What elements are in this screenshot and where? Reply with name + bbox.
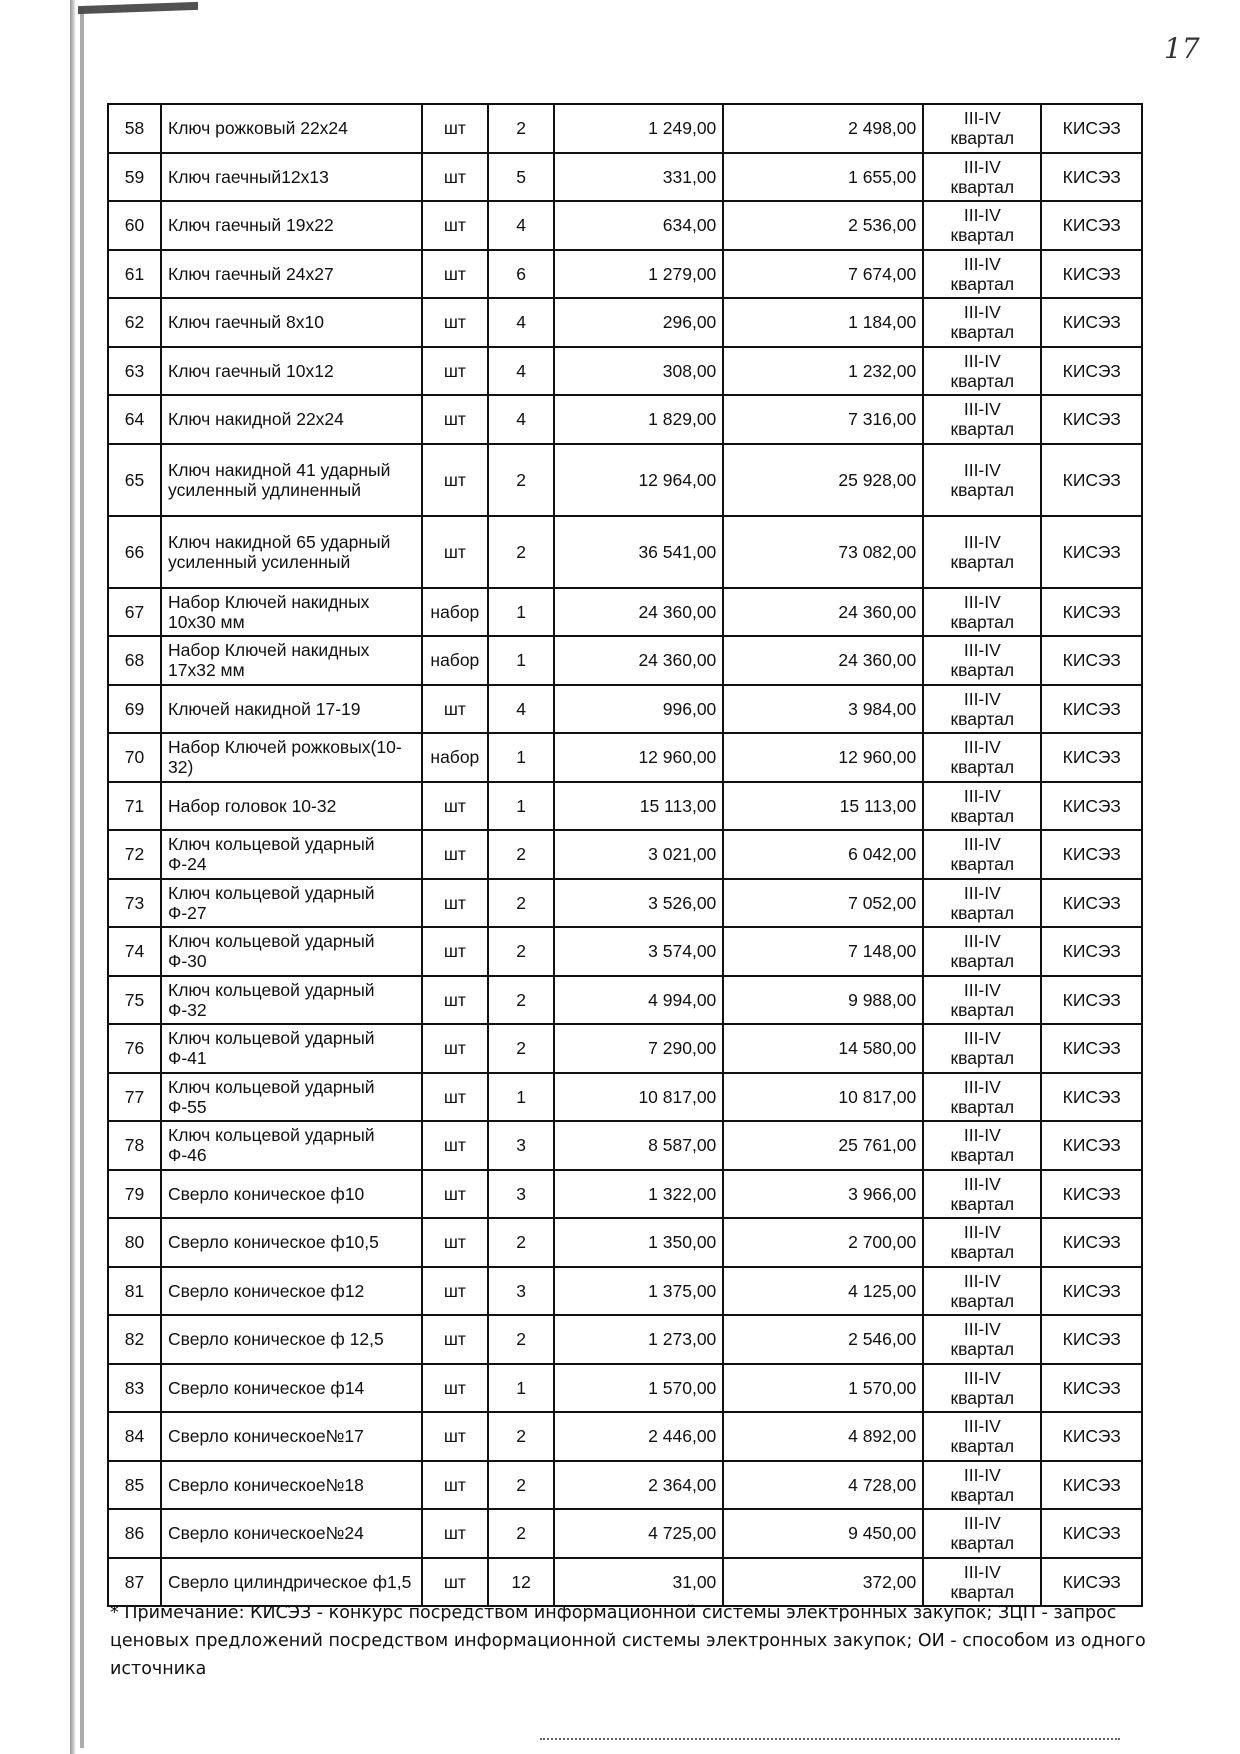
- cell-price: 24 360,00: [554, 636, 723, 685]
- cell-price: 36 541,00: [554, 516, 723, 588]
- cell-unit: шт: [422, 153, 488, 202]
- cell-method: КИСЭЗ: [1041, 927, 1142, 976]
- table-row: [108, 733, 1142, 782]
- cell-unit: набор: [422, 588, 488, 637]
- cell-total: 4 125,00: [723, 1267, 923, 1316]
- cell-period: III-IV квартал: [923, 201, 1041, 250]
- cell-unit: шт: [422, 1218, 488, 1267]
- cell-unit: шт: [422, 1170, 488, 1219]
- cell-num: 78: [108, 1121, 161, 1170]
- cell-num: 63: [108, 347, 161, 396]
- cell-total: 24 360,00: [723, 588, 923, 637]
- cell-total: 9 450,00: [723, 1509, 923, 1558]
- cell-qty: 4: [488, 395, 554, 444]
- cell-qty: 2: [488, 1024, 554, 1073]
- cell-unit: шт: [422, 201, 488, 250]
- cell-total: 7 316,00: [723, 395, 923, 444]
- cell-qty: 2: [488, 1315, 554, 1364]
- table-row: [108, 516, 1142, 588]
- cell-price: 1 375,00: [554, 1267, 723, 1316]
- cell-price: 8 587,00: [554, 1121, 723, 1170]
- cell-unit: шт: [422, 1509, 488, 1558]
- cell-method: КИСЭЗ: [1041, 1558, 1142, 1607]
- cell-name: Ключ кольцевой ударный Ф-27: [161, 879, 422, 928]
- cell-num: 62: [108, 298, 161, 347]
- cell-price: 1 570,00: [554, 1364, 723, 1413]
- table-row: [108, 250, 1142, 299]
- cell-method: КИСЭЗ: [1041, 1315, 1142, 1364]
- cell-price: 634,00: [554, 201, 723, 250]
- cell-qty: 2: [488, 1461, 554, 1510]
- footer-dotted-line: [540, 1738, 1120, 1742]
- cell-total: 1 655,00: [723, 153, 923, 202]
- cell-price: 2 364,00: [554, 1461, 723, 1510]
- cell-unit: шт: [422, 1461, 488, 1510]
- procurement-table: [107, 103, 1143, 1607]
- cell-name: Ключ кольцевой ударный Ф-46: [161, 1121, 422, 1170]
- cell-total: 4 728,00: [723, 1461, 923, 1510]
- cell-num: 68: [108, 636, 161, 685]
- cell-total: 4 892,00: [723, 1412, 923, 1461]
- cell-name: Сверло коническое№17: [161, 1412, 422, 1461]
- cell-unit: шт: [422, 1073, 488, 1122]
- cell-unit: набор: [422, 636, 488, 685]
- cell-price: 996,00: [554, 685, 723, 734]
- cell-name: Набор Ключей накидных 10х30 мм: [161, 588, 422, 637]
- cell-period: III-IV квартал: [923, 636, 1041, 685]
- cell-num: 81: [108, 1267, 161, 1316]
- cell-name: Сверло коническое ф10,5: [161, 1218, 422, 1267]
- cell-price: 1 350,00: [554, 1218, 723, 1267]
- table-row: [108, 1509, 1142, 1558]
- cell-unit: шт: [422, 1558, 488, 1607]
- cell-period: III-IV квартал: [923, 444, 1041, 516]
- cell-unit: шт: [422, 347, 488, 396]
- cell-price: 10 817,00: [554, 1073, 723, 1122]
- cell-unit: шт: [422, 104, 488, 153]
- cell-period: III-IV квартал: [923, 1509, 1041, 1558]
- cell-name: Ключей накидной 17-19: [161, 685, 422, 734]
- cell-method: КИСЭЗ: [1041, 782, 1142, 831]
- cell-price: 1 249,00: [554, 104, 723, 153]
- cell-price: 331,00: [554, 153, 723, 202]
- cell-total: 7 148,00: [723, 927, 923, 976]
- table-row: [108, 830, 1142, 879]
- cell-num: 72: [108, 830, 161, 879]
- cell-qty: 4: [488, 201, 554, 250]
- cell-qty: 2: [488, 1218, 554, 1267]
- cell-name: Ключ гаечный 8х10: [161, 298, 422, 347]
- cell-price: 3 526,00: [554, 879, 723, 928]
- cell-qty: 2: [488, 879, 554, 928]
- table-row: [108, 1267, 1142, 1316]
- cell-method: КИСЭЗ: [1041, 733, 1142, 782]
- cell-period: III-IV квартал: [923, 782, 1041, 831]
- cell-method: КИСЭЗ: [1041, 879, 1142, 928]
- cell-name: Ключ кольцевой ударный Ф-32: [161, 976, 422, 1025]
- cell-total: 3 966,00: [723, 1170, 923, 1219]
- table-row: [108, 1170, 1142, 1219]
- cell-qty: 3: [488, 1267, 554, 1316]
- cell-num: 64: [108, 395, 161, 444]
- table-row: [108, 1364, 1142, 1413]
- cell-period: III-IV квартал: [923, 1315, 1041, 1364]
- cell-period: III-IV квартал: [923, 1073, 1041, 1122]
- cell-period: III-IV квартал: [923, 976, 1041, 1025]
- cell-total: 2 498,00: [723, 104, 923, 153]
- cell-num: 76: [108, 1024, 161, 1073]
- cell-unit: шт: [422, 1267, 488, 1316]
- table-row: [108, 347, 1142, 396]
- cell-name: Набор Ключей накидных 17х32 мм: [161, 636, 422, 685]
- cell-unit: шт: [422, 250, 488, 299]
- cell-num: 71: [108, 782, 161, 831]
- cell-name: Ключ рожковый 22х24: [161, 104, 422, 153]
- table-row: [108, 1412, 1142, 1461]
- cell-total: 7 052,00: [723, 879, 923, 928]
- cell-num: 77: [108, 1073, 161, 1122]
- cell-name: Сверло коническое ф10: [161, 1170, 422, 1219]
- cell-qty: 12: [488, 1558, 554, 1607]
- table-row: [108, 879, 1142, 928]
- table-row: [108, 685, 1142, 734]
- cell-method: КИСЭЗ: [1041, 1218, 1142, 1267]
- cell-method: КИСЭЗ: [1041, 1267, 1142, 1316]
- cell-num: 85: [108, 1461, 161, 1510]
- cell-total: 7 674,00: [723, 250, 923, 299]
- cell-period: III-IV квартал: [923, 1024, 1041, 1073]
- cell-method: КИСЭЗ: [1041, 685, 1142, 734]
- cell-method: КИСЭЗ: [1041, 830, 1142, 879]
- cell-unit: шт: [422, 782, 488, 831]
- cell-num: 70: [108, 733, 161, 782]
- cell-unit: шт: [422, 1024, 488, 1073]
- table-row: [108, 1315, 1142, 1364]
- cell-price: 31,00: [554, 1558, 723, 1607]
- cell-price: 3 021,00: [554, 830, 723, 879]
- cell-total: 10 817,00: [723, 1073, 923, 1122]
- cell-num: 67: [108, 588, 161, 637]
- cell-total: 14 580,00: [723, 1024, 923, 1073]
- cell-name: Ключ накидной 41 ударный усиленный удлиненный: [161, 444, 422, 516]
- cell-total: 2 700,00: [723, 1218, 923, 1267]
- cell-method: КИСЭЗ: [1041, 1412, 1142, 1461]
- cell-num: 87: [108, 1558, 161, 1607]
- table-row: [108, 1121, 1142, 1170]
- cell-method: КИСЭЗ: [1041, 1170, 1142, 1219]
- cell-method: КИСЭЗ: [1041, 1509, 1142, 1558]
- cell-qty: 2: [488, 104, 554, 153]
- cell-method: КИСЭЗ: [1041, 976, 1142, 1025]
- cell-period: III-IV квартал: [923, 1121, 1041, 1170]
- cell-qty: 2: [488, 830, 554, 879]
- cell-total: 2 536,00: [723, 201, 923, 250]
- cell-method: КИСЭЗ: [1041, 588, 1142, 637]
- cell-num: 75: [108, 976, 161, 1025]
- cell-period: III-IV квартал: [923, 1461, 1041, 1510]
- cell-name: Набор Ключей рожковых(10-32): [161, 733, 422, 782]
- cell-method: КИСЭЗ: [1041, 201, 1142, 250]
- cell-price: 12 960,00: [554, 733, 723, 782]
- cell-total: 12 960,00: [723, 733, 923, 782]
- cell-total: 1 232,00: [723, 347, 923, 396]
- cell-total: 9 988,00: [723, 976, 923, 1025]
- cell-period: III-IV квартал: [923, 1267, 1041, 1316]
- page-number: 17: [1164, 32, 1200, 65]
- cell-unit: шт: [422, 685, 488, 734]
- cell-period: III-IV квартал: [923, 153, 1041, 202]
- cell-price: 3 574,00: [554, 927, 723, 976]
- cell-name: Сверло коническое ф14: [161, 1364, 422, 1413]
- cell-unit: шт: [422, 1121, 488, 1170]
- table-row: [108, 588, 1142, 637]
- cell-price: 7 290,00: [554, 1024, 723, 1073]
- cell-method: КИСЭЗ: [1041, 298, 1142, 347]
- cell-qty: 2: [488, 516, 554, 588]
- cell-qty: 1: [488, 636, 554, 685]
- cell-unit: шт: [422, 298, 488, 347]
- cell-num: 82: [108, 1315, 161, 1364]
- scan-binding-line: [80, 8, 84, 1748]
- cell-method: КИСЭЗ: [1041, 636, 1142, 685]
- cell-period: III-IV квартал: [923, 879, 1041, 928]
- footnote: * Примечание: КИСЭЗ - конкурс посредством информационной системы электронных закупок; ЗЦП - запрос ценовых предложений посредством информационной системы электронных закупок; ОИ - способом из одного источника: [110, 1603, 1146, 1679]
- cell-qty: 1: [488, 1364, 554, 1413]
- cell-total: 3 984,00: [723, 685, 923, 734]
- cell-price: 2 446,00: [554, 1412, 723, 1461]
- table-row: [108, 782, 1142, 831]
- cell-method: КИСЭЗ: [1041, 153, 1142, 202]
- cell-name: Ключ кольцевой ударный Ф-55: [161, 1073, 422, 1122]
- table-row: [108, 395, 1142, 444]
- cell-total: 25 928,00: [723, 444, 923, 516]
- cell-total: 73 082,00: [723, 516, 923, 588]
- cell-qty: 6: [488, 250, 554, 299]
- cell-qty: 4: [488, 298, 554, 347]
- cell-num: 65: [108, 444, 161, 516]
- cell-num: 60: [108, 201, 161, 250]
- cell-method: КИСЭЗ: [1041, 1364, 1142, 1413]
- cell-price: 1 273,00: [554, 1315, 723, 1364]
- cell-qty: 2: [488, 1509, 554, 1558]
- cell-num: 66: [108, 516, 161, 588]
- cell-qty: 2: [488, 444, 554, 516]
- cell-unit: шт: [422, 830, 488, 879]
- cell-num: 80: [108, 1218, 161, 1267]
- cell-method: КИСЭЗ: [1041, 347, 1142, 396]
- cell-total: 1 570,00: [723, 1364, 923, 1413]
- cell-method: КИСЭЗ: [1041, 250, 1142, 299]
- cell-total: 372,00: [723, 1558, 923, 1607]
- cell-method: КИСЭЗ: [1041, 1073, 1142, 1122]
- cell-method: КИСЭЗ: [1041, 1121, 1142, 1170]
- cell-name: Ключ гаечный 10х12: [161, 347, 422, 396]
- cell-unit: набор: [422, 733, 488, 782]
- cell-method: КИСЭЗ: [1041, 516, 1142, 588]
- table-row: [108, 976, 1142, 1025]
- cell-num: 86: [108, 1509, 161, 1558]
- cell-name: Ключ гаечный12х13: [161, 153, 422, 202]
- table-row: [108, 636, 1142, 685]
- cell-period: III-IV квартал: [923, 347, 1041, 396]
- cell-total: 2 546,00: [723, 1315, 923, 1364]
- table-row: [108, 153, 1142, 202]
- cell-name: Сверло коническое ф 12,5: [161, 1315, 422, 1364]
- cell-qty: 4: [488, 685, 554, 734]
- cell-period: III-IV квартал: [923, 104, 1041, 153]
- cell-qty: 2: [488, 927, 554, 976]
- cell-name: Сверло цилиндрическое ф1,5: [161, 1558, 422, 1607]
- cell-period: III-IV квартал: [923, 830, 1041, 879]
- table-row: [108, 444, 1142, 516]
- cell-name: Ключ накидной 65 ударный усиленный усиленный: [161, 516, 422, 588]
- cell-total: 25 761,00: [723, 1121, 923, 1170]
- cell-period: III-IV квартал: [923, 395, 1041, 444]
- cell-method: КИСЭЗ: [1041, 395, 1142, 444]
- cell-period: III-IV квартал: [923, 588, 1041, 637]
- cell-name: Ключ гаечный 19х22: [161, 201, 422, 250]
- cell-qty: 1: [488, 588, 554, 637]
- cell-price: 1 829,00: [554, 395, 723, 444]
- cell-price: 308,00: [554, 347, 723, 396]
- cell-num: 73: [108, 879, 161, 928]
- cell-unit: шт: [422, 879, 488, 928]
- cell-price: 296,00: [554, 298, 723, 347]
- cell-price: 4 725,00: [554, 1509, 723, 1558]
- cell-price: 24 360,00: [554, 588, 723, 637]
- cell-method: КИСЭЗ: [1041, 104, 1142, 153]
- cell-method: КИСЭЗ: [1041, 444, 1142, 516]
- cell-total: 6 042,00: [723, 830, 923, 879]
- cell-unit: шт: [422, 1412, 488, 1461]
- cell-period: III-IV квартал: [923, 685, 1041, 734]
- cell-price: 12 964,00: [554, 444, 723, 516]
- cell-name: Сверло коническое ф12: [161, 1267, 422, 1316]
- table-row: [108, 927, 1142, 976]
- cell-method: КИСЭЗ: [1041, 1024, 1142, 1073]
- cell-name: Ключ кольцевой ударный Ф-30: [161, 927, 422, 976]
- cell-unit: шт: [422, 395, 488, 444]
- cell-total: 15 113,00: [723, 782, 923, 831]
- cell-total: 24 360,00: [723, 636, 923, 685]
- table-row: [108, 201, 1142, 250]
- table-row: [108, 104, 1142, 153]
- cell-total: 1 184,00: [723, 298, 923, 347]
- cell-qty: 1: [488, 733, 554, 782]
- cell-period: III-IV квартал: [923, 298, 1041, 347]
- cell-price: 1 279,00: [554, 250, 723, 299]
- scan-corner-mark: [78, 2, 198, 14]
- cell-price: 15 113,00: [554, 782, 723, 831]
- cell-price: 1 322,00: [554, 1170, 723, 1219]
- cell-unit: шт: [422, 976, 488, 1025]
- cell-num: 58: [108, 104, 161, 153]
- table-row: [108, 1024, 1142, 1073]
- cell-period: III-IV квартал: [923, 516, 1041, 588]
- cell-unit: шт: [422, 927, 488, 976]
- cell-name: Ключ гаечный 24х27: [161, 250, 422, 299]
- cell-qty: 3: [488, 1121, 554, 1170]
- table-row: [108, 298, 1142, 347]
- cell-period: III-IV квартал: [923, 733, 1041, 782]
- cell-name: Ключ кольцевой ударный Ф-24: [161, 830, 422, 879]
- table-row: [108, 1073, 1142, 1122]
- cell-qty: 4: [488, 347, 554, 396]
- cell-qty: 2: [488, 976, 554, 1025]
- cell-num: 61: [108, 250, 161, 299]
- cell-qty: 2: [488, 1412, 554, 1461]
- scan-edge-shadow: [70, 0, 76, 1754]
- cell-period: III-IV квартал: [923, 250, 1041, 299]
- cell-num: 59: [108, 153, 161, 202]
- cell-qty: 1: [488, 1073, 554, 1122]
- cell-name: Ключ кольцевой ударный Ф-41: [161, 1024, 422, 1073]
- cell-qty: 1: [488, 782, 554, 831]
- cell-name: Ключ накидной 22х24: [161, 395, 422, 444]
- cell-name: Набор головок 10-32: [161, 782, 422, 831]
- cell-unit: шт: [422, 516, 488, 588]
- cell-price: 4 994,00: [554, 976, 723, 1025]
- cell-num: 74: [108, 927, 161, 976]
- cell-unit: шт: [422, 444, 488, 516]
- cell-unit: шт: [422, 1315, 488, 1364]
- cell-num: 79: [108, 1170, 161, 1219]
- cell-period: III-IV квартал: [923, 1412, 1041, 1461]
- cell-period: III-IV квартал: [923, 1170, 1041, 1219]
- table-row: [108, 1461, 1142, 1510]
- cell-period: III-IV квартал: [923, 1218, 1041, 1267]
- cell-qty: 5: [488, 153, 554, 202]
- cell-period: III-IV квартал: [923, 1364, 1041, 1413]
- cell-name: Сверло коническое№18: [161, 1461, 422, 1510]
- table-row: [108, 1218, 1142, 1267]
- cell-name: Сверло коническое№24: [161, 1509, 422, 1558]
- cell-num: 83: [108, 1364, 161, 1413]
- cell-num: 84: [108, 1412, 161, 1461]
- cell-qty: 3: [488, 1170, 554, 1219]
- cell-period: III-IV квартал: [923, 927, 1041, 976]
- cell-num: 69: [108, 685, 161, 734]
- cell-unit: шт: [422, 1364, 488, 1413]
- cell-method: КИСЭЗ: [1041, 1461, 1142, 1510]
- cell-period: III-IV квартал: [923, 1558, 1041, 1607]
